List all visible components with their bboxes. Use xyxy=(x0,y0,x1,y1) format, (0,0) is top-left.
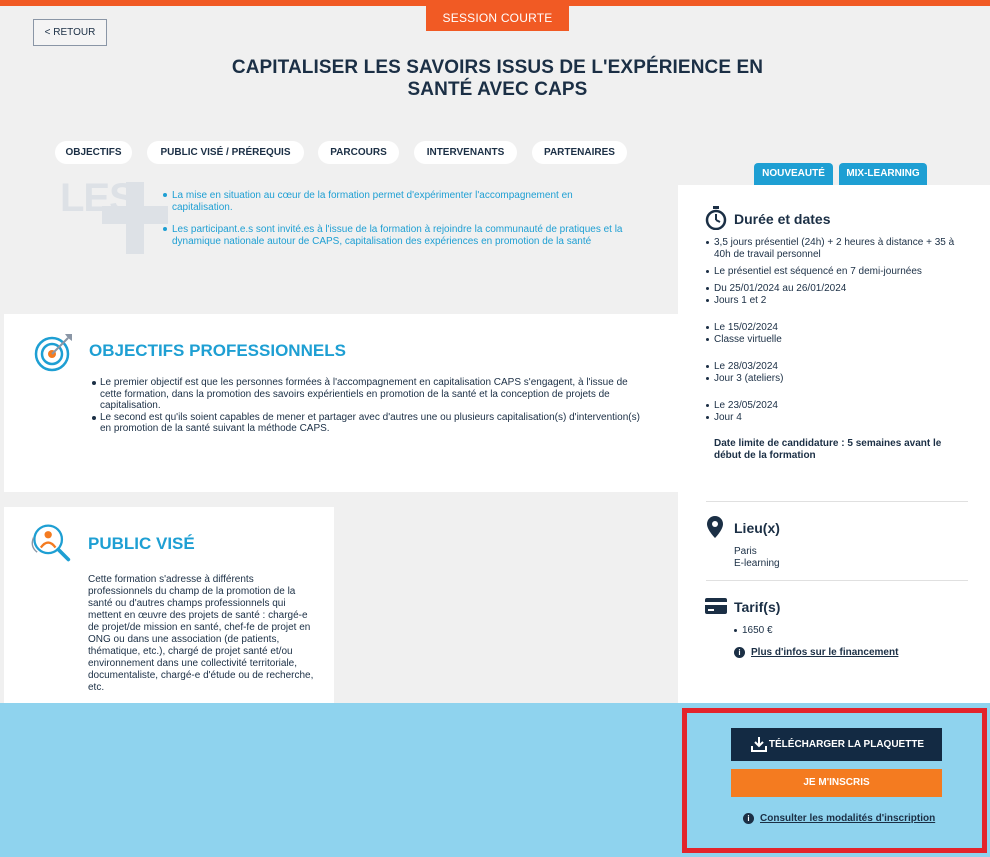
page-title xyxy=(230,57,765,101)
date-detail: Jours 1 et 2 xyxy=(706,295,968,307)
list-item: 3,5 jours présentiel (24h) + 2 heures à distance + 35 à 40h de travail personnel xyxy=(706,237,968,261)
list-item: Le premier objectif est que les personnes formées à l'accompagnement en capitalisation CAPS s'engagent, à l'issue de cette formation, dans la promotion des savoirs expérientiels en promotion de la santé et la conception de projets de capitalisation. xyxy=(92,377,648,412)
tag-mix-learning: MIX-LEARNING xyxy=(839,163,927,185)
les-plus-watermark xyxy=(60,176,170,256)
list-item: Le second est qu'ils soient capables de mener et partager avec d'autres une ou plusieurs capitalisation(s) d'intervention(s) en promotion de la santé suivant la méthode CAPS. xyxy=(92,412,648,435)
price: 1650 € xyxy=(734,625,773,637)
lieu-item: Paris xyxy=(734,546,757,557)
tab-public-vise[interactable]: PUBLIC VISÉ / PRÉREQUIS xyxy=(147,141,304,164)
tab-partenaires[interactable]: PARTENAIRES xyxy=(532,141,627,164)
financement-link[interactable]: Plus d'infos sur le financement xyxy=(751,647,899,659)
list-item: La mise en situation au cœur de la formation permet d'expérimenter l'accompagnement en capitalisation. xyxy=(163,190,633,213)
cta-box xyxy=(682,708,987,853)
tag-nouveaute: NOUVEAUTÉ xyxy=(754,163,833,185)
duree-content xyxy=(706,237,968,462)
duree-list xyxy=(706,237,968,424)
stopwatch-icon xyxy=(705,206,727,230)
deadline-text: Date limite de candidature : 5 semaines avant le début de la formation xyxy=(714,438,942,461)
list-item: Le 15/02/2024 xyxy=(706,322,968,334)
objectifs-section xyxy=(4,314,680,492)
list-item: Les participant.e.s sont invité.es à l'issue de la formation à rejoindre la communauté de pratiques et la dynamique nationale autour de CAPS, capitalisation des expériences en promotion de la santé xyxy=(163,224,633,247)
credit-card-icon xyxy=(705,598,727,614)
divider xyxy=(706,580,968,581)
financement-link-row xyxy=(734,647,898,658)
download-icon xyxy=(751,736,767,752)
objectifs-title: OBJECTIFS PROFESSIONNELS xyxy=(89,341,346,360)
list-item: Le présentiel est séquencé en 7 demi-journées xyxy=(706,266,968,278)
download-brochure-button[interactable] xyxy=(731,728,942,761)
public-vise-title: PUBLIC VISÉ xyxy=(88,534,195,553)
tarif-title: Tarif(s) xyxy=(734,599,781,615)
register-button[interactable]: JE M'INSCRIS xyxy=(731,769,942,797)
modalities-link[interactable]: Consulter les modalités d'inscription xyxy=(760,813,936,825)
location-pin-icon xyxy=(707,516,723,538)
list-item: Le 23/05/2024 xyxy=(706,400,968,412)
info-panel xyxy=(678,185,990,703)
info-icon: i xyxy=(734,647,745,658)
list-item: Le 28/03/2024 xyxy=(706,361,968,373)
tab-intervenants[interactable]: INTERVENANTS xyxy=(414,141,517,164)
download-label: TÉLÉCHARGER LA PLAQUETTE xyxy=(768,739,925,750)
public-vise-text: Cette formation s'adresse à différents professionnels du champ de la promotion de la santé ou d'autres champs professionnels qui mettent en œuvre des projets de santé : chargé-e de projet/de mission en santé, chef-fe de projet en ONG ou dans une association (de patients, thématique, etc.), chargé de projet santé et/ou environnement dans une collectivité territoriale, documentaliste, chargé-e d'étude ou de recherche, etc. xyxy=(88,574,314,693)
target-icon xyxy=(32,330,76,374)
tarif-list xyxy=(734,625,773,637)
search-person-icon xyxy=(28,521,72,565)
page-title-line-2: SANTÉ AVEC CAPS xyxy=(407,79,588,100)
highlights-list xyxy=(163,190,633,258)
list-item: Du 25/01/2024 au 26/01/2024 xyxy=(706,283,968,295)
tab-objectifs[interactable]: OBJECTIFS xyxy=(55,141,132,164)
date-detail: Jour 3 (ateliers) xyxy=(706,373,968,385)
date-detail: Jour 4 xyxy=(706,412,968,424)
les-watermark-text: LES xyxy=(60,176,135,220)
lieu-list xyxy=(734,546,780,570)
session-badge: SESSION COURTE xyxy=(426,6,569,31)
lieu-item: E-learning xyxy=(734,558,780,569)
date-detail: Classe virtuelle xyxy=(706,334,968,346)
divider xyxy=(706,501,968,502)
back-button[interactable]: < RETOUR xyxy=(33,19,107,46)
lieu-title: Lieu(x) xyxy=(734,520,780,536)
objectifs-list xyxy=(92,377,648,435)
info-icon: i xyxy=(743,813,754,824)
page-title-line-1: CAPITALISER LES SAVOIRS ISSUS DE L'EXPÉRIENCE EN xyxy=(231,57,764,78)
tab-parcours[interactable]: PARCOURS xyxy=(318,141,399,164)
modalities-link-row xyxy=(743,813,943,824)
duree-title: Durée et dates xyxy=(734,211,831,227)
